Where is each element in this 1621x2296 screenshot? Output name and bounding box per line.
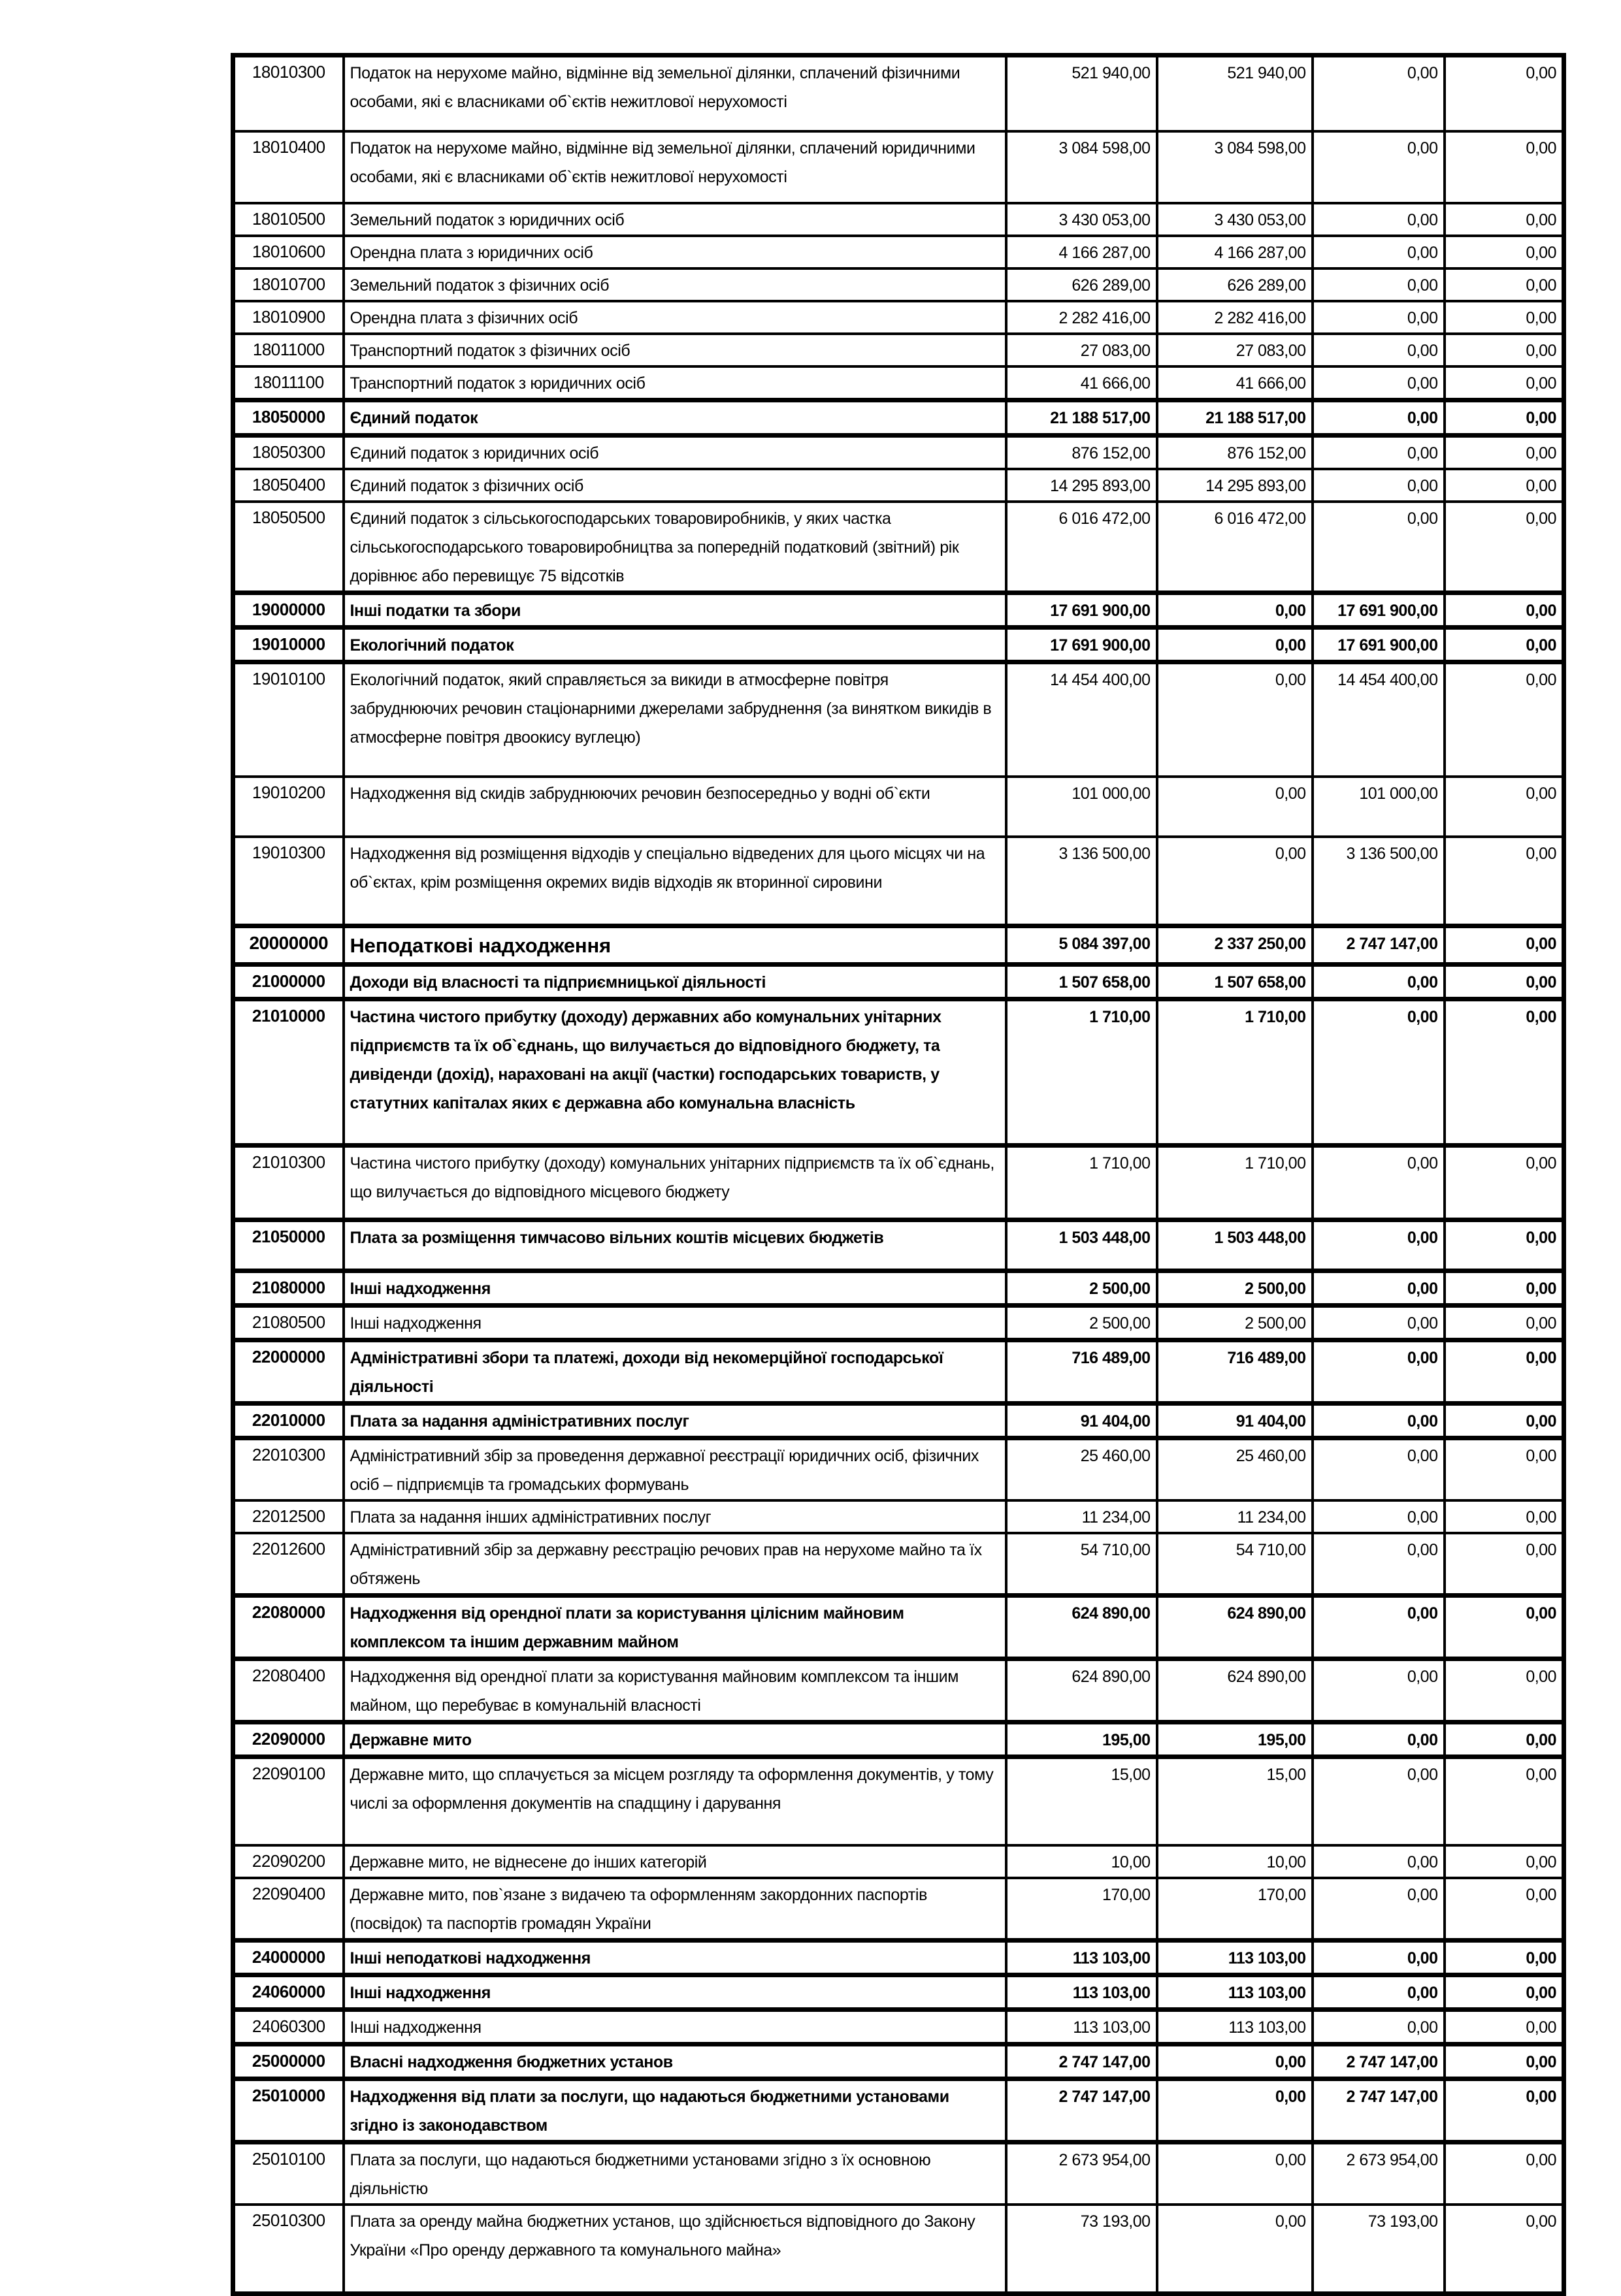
- amount-cell-2: 876 152,00: [1157, 435, 1313, 469]
- row-code: 25000000: [233, 2045, 344, 2079]
- amount-cell-4: 0,00: [1445, 1595, 1564, 1658]
- amount-cell-4: 0,00: [1445, 268, 1564, 301]
- amount-cell-2: 21 188 517,00: [1157, 400, 1313, 435]
- amount-cell-3: 2 747 147,00: [1313, 2079, 1445, 2142]
- amount-cell-3: 2 673 954,00: [1313, 2142, 1445, 2205]
- amount-cell-3: 0,00: [1313, 1305, 1445, 1340]
- table-row: [233, 400, 1564, 435]
- amount-cell-3: 0,00: [1313, 1533, 1445, 1596]
- amount-cell-2: 6 016 472,00: [1157, 502, 1313, 593]
- row-description: Інші податки та збори: [344, 592, 1006, 627]
- row-description: Адміністративний збір за державну реєстрацію речових прав на нерухоме майно та їх обтяжень: [344, 1533, 1006, 1596]
- row-description: Адміністративні збори та платежі, доходи від некомерційної господарської діяльності: [344, 1340, 1006, 1403]
- amount-cell-3: 0,00: [1313, 1340, 1445, 1403]
- amount-cell-2: 0,00: [1157, 837, 1313, 926]
- row-code: 21080000: [233, 1270, 344, 1305]
- amount-cell-3: 101 000,00: [1313, 777, 1445, 837]
- row-description: Екологічний податок, який справляється за викиди в атмосферне повітря забруднюючих речовин стаціонарними джерелами забруднення (за винятком викидів в атмосферне повітря двоокису вуглецю): [344, 662, 1006, 777]
- amount-cell-1: 73 193,00: [1006, 2205, 1157, 2293]
- amount-cell-4: 0,00: [1445, 1975, 1564, 2010]
- row-description: Екологічний податок: [344, 627, 1006, 662]
- table-row: [233, 999, 1564, 1145]
- amount-cell-2: 2 500,00: [1157, 1270, 1313, 1305]
- amount-cell-2: 113 103,00: [1157, 2010, 1313, 2045]
- row-description: Плата за надання адміністративних послуг: [344, 1403, 1006, 1438]
- row-description: Доходи від власності та підприємницької діяльності: [344, 964, 1006, 999]
- amount-cell-2: 1 503 448,00: [1157, 1220, 1313, 1270]
- row-code: 21000000: [233, 964, 344, 999]
- amount-cell-1: 3 084 598,00: [1006, 131, 1157, 203]
- amount-cell-4: 0,00: [1445, 1533, 1564, 1596]
- row-description: Державне мито, пов`язане з видачею та оформленням закордонних паспортів (посвідок) та паспортів громадян України: [344, 1878, 1006, 1941]
- amount-cell-2: 11 234,00: [1157, 1500, 1313, 1533]
- amount-cell-3: 73 193,00: [1313, 2205, 1445, 2293]
- budget-revenue-table: [231, 53, 1566, 2296]
- row-description: Частина чистого прибутку (доходу) державних або комунальних унітарних підприємств та їх об`єднань, що вилучається до відповідного бюджету, та дивіденди (дохід), нараховані на акції (частки) господарських товариств, у статутних капіталах яких є державна або комунальна власність: [344, 999, 1006, 1145]
- amount-cell-1: 1 710,00: [1006, 1145, 1157, 1220]
- amount-cell-2: 2 282 416,00: [1157, 301, 1313, 334]
- row-code: 22010000: [233, 1403, 344, 1438]
- amount-cell-1: 626 289,00: [1006, 268, 1157, 301]
- amount-cell-2: 0,00: [1157, 2079, 1313, 2142]
- amount-cell-3: 0,00: [1313, 964, 1445, 999]
- row-description: Земельний податок з фізичних осіб: [344, 268, 1006, 301]
- table-row: [233, 1595, 1564, 1658]
- amount-cell-2: 0,00: [1157, 592, 1313, 627]
- amount-cell-4: 0,00: [1445, 627, 1564, 662]
- table-row: [233, 469, 1564, 502]
- table-row: [233, 203, 1564, 236]
- row-code: 24000000: [233, 1941, 344, 1975]
- amount-cell-3: 0,00: [1313, 1756, 1445, 1845]
- amount-cell-4: 0,00: [1445, 502, 1564, 593]
- row-description: Інші надходження: [344, 2010, 1006, 2045]
- row-description: Орендна плата з фізичних осіб: [344, 301, 1006, 334]
- amount-cell-1: 15,00: [1006, 1756, 1157, 1845]
- amount-cell-4: 0,00: [1445, 2079, 1564, 2142]
- table-row: [233, 627, 1564, 662]
- table-row: [233, 131, 1564, 203]
- amount-cell-2: 624 890,00: [1157, 1658, 1313, 1722]
- amount-cell-2: 624 890,00: [1157, 1595, 1313, 1658]
- amount-cell-1: 1 710,00: [1006, 999, 1157, 1145]
- amount-cell-1: 11 234,00: [1006, 1500, 1157, 1533]
- row-description: Плата за оренду майна бюджетних установ, що здійснюється відповідного до Закону України «Про оренду державного та комунального майна»: [344, 2205, 1006, 2293]
- amount-cell-3: 0,00: [1313, 502, 1445, 593]
- row-code: 25010000: [233, 2079, 344, 2142]
- row-code: 18010900: [233, 301, 344, 334]
- row-code: 18011000: [233, 334, 344, 366]
- table-row: [233, 1340, 1564, 1403]
- row-description: Транспортний податок з юридичних осіб: [344, 366, 1006, 400]
- amount-cell-1: 521 940,00: [1006, 56, 1157, 131]
- row-description: Податок на нерухоме майно, відмінне від земельної ділянки, сплачений фізичними особами, які є власниками об`єктів нежитлової нерухомості: [344, 56, 1006, 131]
- amount-cell-2: 1 710,00: [1157, 1145, 1313, 1220]
- amount-cell-2: 91 404,00: [1157, 1403, 1313, 1438]
- row-description: Надходження від розміщення відходів у спеціально відведених для цього місцях чи на об`єктах, крім розміщення окремих видів відходів як вторинної сировини: [344, 837, 1006, 926]
- amount-cell-3: 0,00: [1313, 1658, 1445, 1722]
- amount-cell-1: 2 673 954,00: [1006, 2142, 1157, 2205]
- amount-cell-1: 101 000,00: [1006, 777, 1157, 837]
- row-description: Інші надходження: [344, 1975, 1006, 2010]
- row-code: 22010300: [233, 1438, 344, 1500]
- amount-cell-4: 0,00: [1445, 1270, 1564, 1305]
- amount-cell-3: 0,00: [1313, 131, 1445, 203]
- amount-cell-2: 0,00: [1157, 2205, 1313, 2293]
- row-description: Надходження від орендної плати за користування цілісним майновим комплексом та іншим державним майном: [344, 1595, 1006, 1658]
- table-row: [233, 1305, 1564, 1340]
- amount-cell-1: 1 507 658,00: [1006, 964, 1157, 999]
- row-description: Єдиний податок з юридичних осіб: [344, 435, 1006, 469]
- amount-cell-4: 0,00: [1445, 301, 1564, 334]
- table-row: [233, 1500, 1564, 1533]
- table-row: [233, 236, 1564, 268]
- amount-cell-4: 0,00: [1445, 400, 1564, 435]
- amount-cell-2: 0,00: [1157, 2045, 1313, 2079]
- table-row: [233, 502, 1564, 593]
- row-code: 24060300: [233, 2010, 344, 2045]
- amount-cell-1: 624 890,00: [1006, 1658, 1157, 1722]
- amount-cell-3: 0,00: [1313, 1270, 1445, 1305]
- row-description: Надходження від плати за послуги, що надаються бюджетними установами згідно із законодавством: [344, 2079, 1006, 2142]
- amount-cell-1: 14 295 893,00: [1006, 469, 1157, 502]
- amount-cell-3: 3 136 500,00: [1313, 837, 1445, 926]
- row-description: Частина чистого прибутку (доходу) комунальних унітарних підприємств та їх об`єднань, що вилучається до відповідного місцевого бюджету: [344, 1145, 1006, 1220]
- table-row: [233, 366, 1564, 400]
- table-row: [233, 837, 1564, 926]
- amount-cell-3: 0,00: [1313, 2010, 1445, 2045]
- amount-cell-1: 2 747 147,00: [1006, 2079, 1157, 2142]
- amount-cell-2: 0,00: [1157, 777, 1313, 837]
- amount-cell-3: 0,00: [1313, 1722, 1445, 1756]
- table-row: [233, 964, 1564, 999]
- amount-cell-1: 3 136 500,00: [1006, 837, 1157, 926]
- amount-cell-3: 0,00: [1313, 435, 1445, 469]
- table-row: [233, 1403, 1564, 1438]
- amount-cell-1: 716 489,00: [1006, 1340, 1157, 1403]
- table-row: [233, 1722, 1564, 1756]
- row-code: 22080400: [233, 1658, 344, 1722]
- row-code: 18050000: [233, 400, 344, 435]
- amount-cell-4: 0,00: [1445, 1403, 1564, 1438]
- amount-cell-3: 0,00: [1313, 268, 1445, 301]
- row-code: 18011100: [233, 366, 344, 400]
- amount-cell-1: 2 747 147,00: [1006, 2045, 1157, 2079]
- amount-cell-3: 14 454 400,00: [1313, 662, 1445, 777]
- table-row: [233, 1438, 1564, 1500]
- amount-cell-4: 0,00: [1445, 1722, 1564, 1756]
- amount-cell-4: 0,00: [1445, 1340, 1564, 1403]
- table-row: [233, 268, 1564, 301]
- amount-cell-3: 0,00: [1313, 1878, 1445, 1941]
- table-row: [233, 926, 1564, 964]
- amount-cell-3: 17 691 900,00: [1313, 627, 1445, 662]
- amount-cell-3: 0,00: [1313, 1500, 1445, 1533]
- table-row: [233, 1145, 1564, 1220]
- row-code: 22090100: [233, 1756, 344, 1845]
- amount-cell-2: 170,00: [1157, 1878, 1313, 1941]
- row-code: 22000000: [233, 1340, 344, 1403]
- amount-cell-1: 4 166 287,00: [1006, 236, 1157, 268]
- row-code: 21050000: [233, 1220, 344, 1270]
- amount-cell-4: 0,00: [1445, 999, 1564, 1145]
- table-row: [233, 777, 1564, 837]
- row-code: 21010000: [233, 999, 344, 1145]
- amount-cell-4: 0,00: [1445, 1756, 1564, 1845]
- amount-cell-4: 0,00: [1445, 131, 1564, 203]
- amount-cell-4: 0,00: [1445, 1305, 1564, 1340]
- row-description: Державне мито, не віднесене до інших категорій: [344, 1845, 1006, 1878]
- row-code: 24060000: [233, 1975, 344, 2010]
- amount-cell-1: 2 500,00: [1006, 1270, 1157, 1305]
- amount-cell-1: 3 430 053,00: [1006, 203, 1157, 236]
- row-description: Адміністративний збір за проведення державної реєстрації юридичних осіб, фізичних осіб – підприємців та громадських формувань: [344, 1438, 1006, 1500]
- amount-cell-2: 0,00: [1157, 627, 1313, 662]
- row-code: 21080500: [233, 1305, 344, 1340]
- amount-cell-2: 4 166 287,00: [1157, 236, 1313, 268]
- row-description: Інші надходження: [344, 1305, 1006, 1340]
- row-code: 21010300: [233, 1145, 344, 1220]
- amount-cell-4: 0,00: [1445, 1500, 1564, 1533]
- amount-cell-4: 0,00: [1445, 1220, 1564, 1270]
- row-description: Власні надходження бюджетних установ: [344, 2045, 1006, 2079]
- amount-cell-4: 0,00: [1445, 1438, 1564, 1500]
- row-description: Неподаткові надходження: [344, 926, 1006, 964]
- amount-cell-1: 113 103,00: [1006, 2010, 1157, 2045]
- table-row: [233, 301, 1564, 334]
- table-row: [233, 662, 1564, 777]
- row-description: Транспортний податок з фізичних осіб: [344, 334, 1006, 366]
- row-code: 18010600: [233, 236, 344, 268]
- row-code: 18050400: [233, 469, 344, 502]
- amount-cell-1: 10,00: [1006, 1845, 1157, 1878]
- amount-cell-4: 0,00: [1445, 1145, 1564, 1220]
- row-code: 22090000: [233, 1722, 344, 1756]
- amount-cell-3: 0,00: [1313, 1845, 1445, 1878]
- row-code: 19010100: [233, 662, 344, 777]
- row-code: 18050500: [233, 502, 344, 593]
- amount-cell-1: 624 890,00: [1006, 1595, 1157, 1658]
- row-description: Єдиний податок з сільськогосподарських товаровиробників, у яких частка сільськогосподарського товаровиробництва за попередній податковий (звітний) рік дорівнює або перевищує 75 відсотків: [344, 502, 1006, 593]
- amount-cell-4: 0,00: [1445, 2045, 1564, 2079]
- amount-cell-3: 0,00: [1313, 366, 1445, 400]
- table-row: [233, 2205, 1564, 2293]
- amount-cell-1: 1 503 448,00: [1006, 1220, 1157, 1270]
- amount-cell-3: 2 747 147,00: [1313, 2045, 1445, 2079]
- amount-cell-1: 5 084 397,00: [1006, 926, 1157, 964]
- amount-cell-1: 2 282 416,00: [1006, 301, 1157, 334]
- amount-cell-2: 0,00: [1157, 2142, 1313, 2205]
- table-row: [233, 1878, 1564, 1941]
- amount-cell-2: 25 460,00: [1157, 1438, 1313, 1500]
- amount-cell-2: 10,00: [1157, 1845, 1313, 1878]
- amount-cell-2: 15,00: [1157, 1756, 1313, 1845]
- table-row: [233, 1220, 1564, 1270]
- row-description: Державне мито: [344, 1722, 1006, 1756]
- amount-cell-4: 0,00: [1445, 366, 1564, 400]
- amount-cell-2: 3 430 053,00: [1157, 203, 1313, 236]
- row-description: Інші неподаткові надходження: [344, 1941, 1006, 1975]
- amount-cell-2: 54 710,00: [1157, 1533, 1313, 1596]
- table-row: [233, 1756, 1564, 1845]
- amount-cell-3: 0,00: [1313, 1438, 1445, 1500]
- amount-cell-3: 0,00: [1313, 1145, 1445, 1220]
- amount-cell-4: 0,00: [1445, 334, 1564, 366]
- amount-cell-3: 0,00: [1313, 1941, 1445, 1975]
- row-description: Надходження від скидів забруднюючих речовин безпосередньо у водні об`єкти: [344, 777, 1006, 837]
- row-code: 25010100: [233, 2142, 344, 2205]
- amount-cell-4: 0,00: [1445, 2142, 1564, 2205]
- table-row: [233, 1533, 1564, 1596]
- amount-cell-1: 6 016 472,00: [1006, 502, 1157, 593]
- row-code: 25010300: [233, 2205, 344, 2293]
- amount-cell-2: 0,00: [1157, 662, 1313, 777]
- amount-cell-1: 91 404,00: [1006, 1403, 1157, 1438]
- table-row: [233, 435, 1564, 469]
- table-row: [233, 334, 1564, 366]
- row-code: 19010300: [233, 837, 344, 926]
- amount-cell-3: 0,00: [1313, 56, 1445, 131]
- amount-cell-4: 0,00: [1445, 236, 1564, 268]
- amount-cell-4: 0,00: [1445, 837, 1564, 926]
- row-code: 18050300: [233, 435, 344, 469]
- table-row: [233, 2079, 1564, 2142]
- amount-cell-3: 0,00: [1313, 469, 1445, 502]
- row-code: 18010700: [233, 268, 344, 301]
- table-row: [233, 592, 1564, 627]
- row-description: Єдиний податок з фізичних осіб: [344, 469, 1006, 502]
- table-row: [233, 1941, 1564, 1975]
- amount-cell-2: 626 289,00: [1157, 268, 1313, 301]
- amount-cell-2: 2 500,00: [1157, 1305, 1313, 1340]
- amount-cell-1: 27 083,00: [1006, 334, 1157, 366]
- amount-cell-3: 0,00: [1313, 400, 1445, 435]
- amount-cell-3: 0,00: [1313, 1595, 1445, 1658]
- amount-cell-3: 0,00: [1313, 203, 1445, 236]
- row-description: Плата за послуги, що надаються бюджетними установами згідно з їх основною діяльністю: [344, 2142, 1006, 2205]
- table-row: [233, 2045, 1564, 2079]
- amount-cell-4: 0,00: [1445, 56, 1564, 131]
- amount-cell-4: 0,00: [1445, 662, 1564, 777]
- row-code: 18010400: [233, 131, 344, 203]
- amount-cell-1: 54 710,00: [1006, 1533, 1157, 1596]
- amount-cell-3: 0,00: [1313, 236, 1445, 268]
- row-code: 19010000: [233, 627, 344, 662]
- row-code: 22090400: [233, 1878, 344, 1941]
- row-code: 19010200: [233, 777, 344, 837]
- amount-cell-4: 0,00: [1445, 1845, 1564, 1878]
- row-description: Плата за розміщення тимчасово вільних коштів місцевих бюджетів: [344, 1220, 1006, 1270]
- table-row: [233, 1658, 1564, 1722]
- amount-cell-4: 0,00: [1445, 2010, 1564, 2045]
- amount-cell-4: 0,00: [1445, 592, 1564, 627]
- amount-cell-1: 113 103,00: [1006, 1975, 1157, 2010]
- amount-cell-2: 3 084 598,00: [1157, 131, 1313, 203]
- amount-cell-2: 27 083,00: [1157, 334, 1313, 366]
- amount-cell-1: 17 691 900,00: [1006, 592, 1157, 627]
- amount-cell-4: 0,00: [1445, 1878, 1564, 1941]
- amount-cell-3: 0,00: [1313, 1403, 1445, 1438]
- amount-cell-2: 1 507 658,00: [1157, 964, 1313, 999]
- amount-cell-1: 876 152,00: [1006, 435, 1157, 469]
- amount-cell-1: 195,00: [1006, 1722, 1157, 1756]
- row-code: 18010500: [233, 203, 344, 236]
- amount-cell-3: 2 747 147,00: [1313, 926, 1445, 964]
- amount-cell-2: 14 295 893,00: [1157, 469, 1313, 502]
- row-description: Державне мито, що сплачується за місцем розгляду та оформлення документів, у тому числі за оформлення документів на спадщину і дарування: [344, 1756, 1006, 1845]
- row-description: Орендна плата з юридичних осіб: [344, 236, 1006, 268]
- amount-cell-4: 0,00: [1445, 1658, 1564, 1722]
- row-description: Єдиний податок: [344, 400, 1006, 435]
- amount-cell-3: 0,00: [1313, 1220, 1445, 1270]
- amount-cell-1: 41 666,00: [1006, 366, 1157, 400]
- budget-table-body: [233, 56, 1564, 2294]
- table-row: [233, 1270, 1564, 1305]
- row-code: 22090200: [233, 1845, 344, 1878]
- amount-cell-2: 113 103,00: [1157, 1975, 1313, 2010]
- amount-cell-2: 716 489,00: [1157, 1340, 1313, 1403]
- amount-cell-4: 0,00: [1445, 2205, 1564, 2293]
- amount-cell-1: 21 188 517,00: [1006, 400, 1157, 435]
- amount-cell-1: 14 454 400,00: [1006, 662, 1157, 777]
- row-code: 22080000: [233, 1595, 344, 1658]
- table-row: [233, 1845, 1564, 1878]
- row-description: Податок на нерухоме майно, відмінне від земельної ділянки, сплачений юридичними особами, які є власниками об`єктів нежитлової нерухомості: [344, 131, 1006, 203]
- amount-cell-2: 2 337 250,00: [1157, 926, 1313, 964]
- amount-cell-2: 41 666,00: [1157, 366, 1313, 400]
- amount-cell-2: 521 940,00: [1157, 56, 1313, 131]
- amount-cell-4: 0,00: [1445, 964, 1564, 999]
- amount-cell-1: 2 500,00: [1006, 1305, 1157, 1340]
- row-description: Інші надходження: [344, 1270, 1006, 1305]
- amount-cell-1: 113 103,00: [1006, 1941, 1157, 1975]
- row-code: 22012500: [233, 1500, 344, 1533]
- amount-cell-4: 0,00: [1445, 777, 1564, 837]
- amount-cell-1: 25 460,00: [1006, 1438, 1157, 1500]
- amount-cell-3: 0,00: [1313, 1975, 1445, 2010]
- amount-cell-4: 0,00: [1445, 926, 1564, 964]
- row-description: Земельний податок з юридичних осіб: [344, 203, 1006, 236]
- amount-cell-1: 17 691 900,00: [1006, 627, 1157, 662]
- amount-cell-4: 0,00: [1445, 469, 1564, 502]
- table-row: [233, 2142, 1564, 2205]
- row-code: 22012600: [233, 1533, 344, 1596]
- table-row: [233, 2010, 1564, 2045]
- amount-cell-4: 0,00: [1445, 1941, 1564, 1975]
- amount-cell-2: 195,00: [1157, 1722, 1313, 1756]
- amount-cell-3: 0,00: [1313, 301, 1445, 334]
- row-description: Плата за надання інших адміністративних послуг: [344, 1500, 1006, 1533]
- amount-cell-3: 0,00: [1313, 999, 1445, 1145]
- row-code: 20000000: [233, 926, 344, 964]
- table-row: [233, 56, 1564, 131]
- amount-cell-4: 0,00: [1445, 435, 1564, 469]
- amount-cell-3: 0,00: [1313, 334, 1445, 366]
- row-description: Надходження від орендної плати за користування майновим комплексом та іншим майном, що перебуває в комунальній власності: [344, 1658, 1006, 1722]
- amount-cell-3: 17 691 900,00: [1313, 592, 1445, 627]
- amount-cell-1: 170,00: [1006, 1878, 1157, 1941]
- amount-cell-2: 113 103,00: [1157, 1941, 1313, 1975]
- row-code: 18010300: [233, 56, 344, 131]
- table-row: [233, 1975, 1564, 2010]
- amount-cell-4: 0,00: [1445, 203, 1564, 236]
- row-code: 19000000: [233, 592, 344, 627]
- amount-cell-2: 1 710,00: [1157, 999, 1313, 1145]
